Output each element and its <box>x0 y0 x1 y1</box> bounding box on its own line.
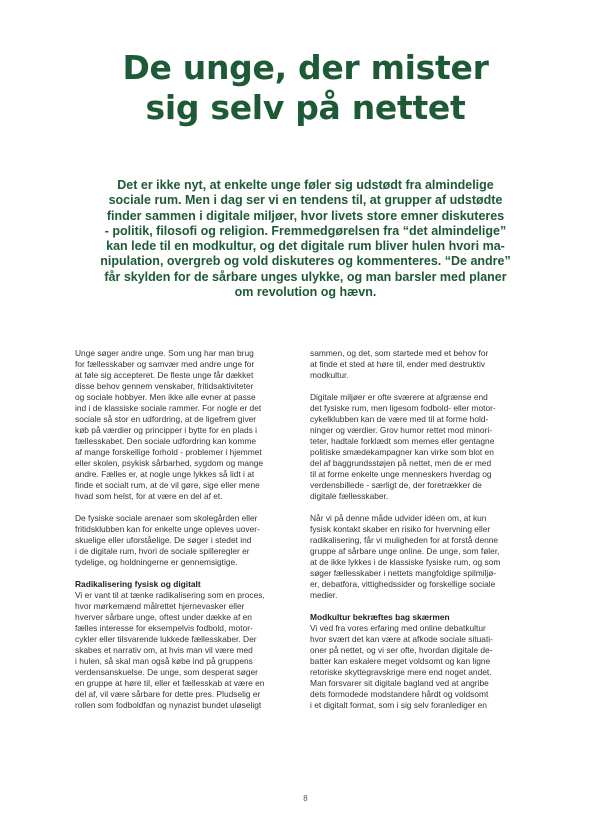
text-line: ninger og værdier. Grov humor rettet mod minori- <box>310 425 492 435</box>
text-line: og sociale hobbyer. Men ikke alle evner at passe <box>75 392 256 402</box>
text-line: radikalisering, får vi muligheden for at forstå denne <box>310 535 499 545</box>
text-line: til at forme enkelte unge menneskers hverdag og <box>310 469 492 479</box>
text-line: fællesskabet. Den sociale udfordring kan komme <box>75 436 257 446</box>
lead-line: får skylden for de sårbare unges ulykke, og man barsler med planer <box>104 269 507 284</box>
text-line: er, debatfora, vittighedssider og forskellige sociale <box>310 579 496 589</box>
text-line: gruppe af sårbare unge online. De unge, som føler, <box>310 546 500 556</box>
left-column <box>75 348 305 711</box>
text-line: verdensbillede - særligt de, der foretrækker de <box>310 480 482 490</box>
lead-paragraph <box>80 178 531 300</box>
text-line: Unge søger andre unge. Som ung har man brug <box>75 348 254 358</box>
text-line: i hulen, så skal man også købe ind på gruppens <box>75 656 253 666</box>
text-line: De fysiske sociale arenaer som skolegården eller <box>75 513 258 523</box>
text-line: del af, vil være sårbare for dette pres. Pludselig er <box>75 689 261 699</box>
text-line: at de ikke lykkes i de klassiske fysiske rum, og som <box>310 557 501 567</box>
article-title <box>40 48 571 128</box>
body-paragraph <box>310 348 540 381</box>
page-number: 8 <box>303 794 308 803</box>
text-line: at føle sig accepteret. De fleste unge får dækket <box>75 370 254 380</box>
text-line: i et digitalt format, som i sig selv foranlediger en <box>310 700 487 710</box>
text-line: skabes et narrativ om, at hvis man vil være med <box>75 645 253 655</box>
text-line: køb på værdier og principper i bytte for en plads i <box>75 425 258 435</box>
lead-line: nipulation, overgreb og vold diskuteres og kommenteres. “De andre” <box>100 254 511 269</box>
text-line: verdensanskuelse. De unge, som desperat søger <box>75 667 258 677</box>
text-line: af mange forskellige forhold - problemer i hjemmet <box>75 447 262 457</box>
text-line: Vi er vant til at tænke radikalisering som en proces, <box>75 590 265 600</box>
title-line: De unge, der mister <box>122 48 489 87</box>
text-line: fysisk kontakt skaber en risiko for hvervning eller <box>310 524 491 534</box>
lead-line: kan lede til en modkultur, og det digitale rum bliver hulen hvori ma- <box>106 239 505 254</box>
body-paragraph <box>310 513 540 601</box>
text-line: modkultur. <box>310 370 349 380</box>
lead-line: Det er ikke nyt, at enkelte unge føler sig udstødt fra almindelige <box>117 178 494 192</box>
lead-line: sociale rum. Men i dag ser vi en tendens til, at grupper af udstødte <box>108 193 503 208</box>
text-line: del af baggrundsstøjen på nettet, men de er med <box>310 458 492 468</box>
text-line: Digitale miljøer er ofte sværere at afgrænse end <box>310 392 488 402</box>
lead-line: finder sammen i digitale miljøer, hvor livets store emner diskuteres <box>106 208 505 223</box>
text-line: teter, hadtale forklædt som memes eller gentagne <box>310 436 495 446</box>
lead-line: om revolution og hævn. <box>234 285 377 300</box>
text-line: i de digitale rum, hvori de sociale spilleregler er <box>75 546 250 556</box>
text-line: fælles interesse for eksempelvis fodbold, motor- <box>75 623 253 633</box>
text-line: finde et socialt rum, at de vil gøre, sige eller mene <box>75 480 260 490</box>
text-line: hvad som helst, for at være en del af et. <box>75 491 223 501</box>
body-paragraph <box>75 348 305 502</box>
lead-line: - politik, filosofi og religion. Fremmedgørelsen fra “det almindelige” <box>104 223 507 238</box>
text-line: at finde et sted at høre til, ender med destruktiv <box>310 359 486 369</box>
text-line: en gruppe at høre til, eller et fællesskab at være en <box>75 678 265 688</box>
title-line: sig selv på nettet <box>145 88 466 127</box>
text-line: digitale fællesskaber. <box>310 491 389 501</box>
text-line: hvor mørkemænd målrettet hjernevasker eller <box>75 601 245 611</box>
section-heading: Modkultur bekræftes bag skærmen <box>310 612 450 622</box>
text-line: Man forsvarer sit digitale bagland ved at angribe <box>310 678 489 688</box>
text-line: sociale så stor en udfordring, at de ligefrem giver <box>75 414 257 424</box>
text-line: tydelige, og holdningerne er gennemsigtige. <box>75 557 238 567</box>
text-line: oner på nettet, og vi ser ofte, hvordan digitale de- <box>310 645 493 655</box>
text-line: medier. <box>310 590 338 600</box>
section-heading: Radikalisering fysisk og digitalt <box>75 579 201 589</box>
text-line: retoriske skyttegravskrige mere end noget andet. <box>310 667 492 677</box>
text-line: cykler eller tilsvarende lukkede fællesskaber. Der <box>75 634 257 644</box>
body-paragraph <box>310 392 540 502</box>
text-line: skuelige eller uforståelige. De søger i stedet ind <box>75 535 252 545</box>
body-paragraph <box>75 513 305 568</box>
text-line: hvor svært det kan være at afkode sociale situati- <box>310 634 493 644</box>
text-line: for fællesskaber og samvær med andre unge for <box>75 359 255 369</box>
right-column <box>310 348 540 711</box>
text-line: disse behov gennem venskaber, fritidsaktiviteter <box>75 381 254 391</box>
text-line: sammen, og det, som startede med et behov for <box>310 348 489 358</box>
text-line: Vi ved fra vores erfaring med online debatkultur <box>310 623 486 633</box>
text-line: politiske smædekampagner kan virke som blot en <box>310 447 494 457</box>
text-line: hverver sårbare unge, oftest under dække af en <box>75 612 252 622</box>
text-line: søger fællesskaber i nettets mangfoldige spilmiljø- <box>310 568 497 578</box>
text-line: eller skolen, psykisk sårbarhed, sygdom og mange <box>75 458 264 468</box>
text-line: batter kan eskalere meget voldsomt og kan ligne <box>310 656 491 666</box>
text-line: dets formodede modstandere hårdt og voldsomt <box>310 689 489 699</box>
body-paragraph <box>310 612 540 711</box>
text-line: fritidsklubben kan for enkelte unge opleves uover- <box>75 524 260 534</box>
text-line: det fysiske rum, men ligesom fodbold- eller motor- <box>310 403 496 413</box>
text-line: andre. Fælles er, at nogle unge lykkes så lidt i at <box>75 469 255 479</box>
body-paragraph <box>75 579 305 711</box>
text-line: rollen som fodboldfan og nynazist bundet uløseligt <box>75 700 262 710</box>
text-line: cykelklubben kan de være med til at forme hold- <box>310 414 489 424</box>
text-line: Når vi på denne måde udvider idéen om, at kun <box>310 513 487 523</box>
text-line: ind i de klassiske sociale rammer. For nogle er det <box>75 403 262 413</box>
